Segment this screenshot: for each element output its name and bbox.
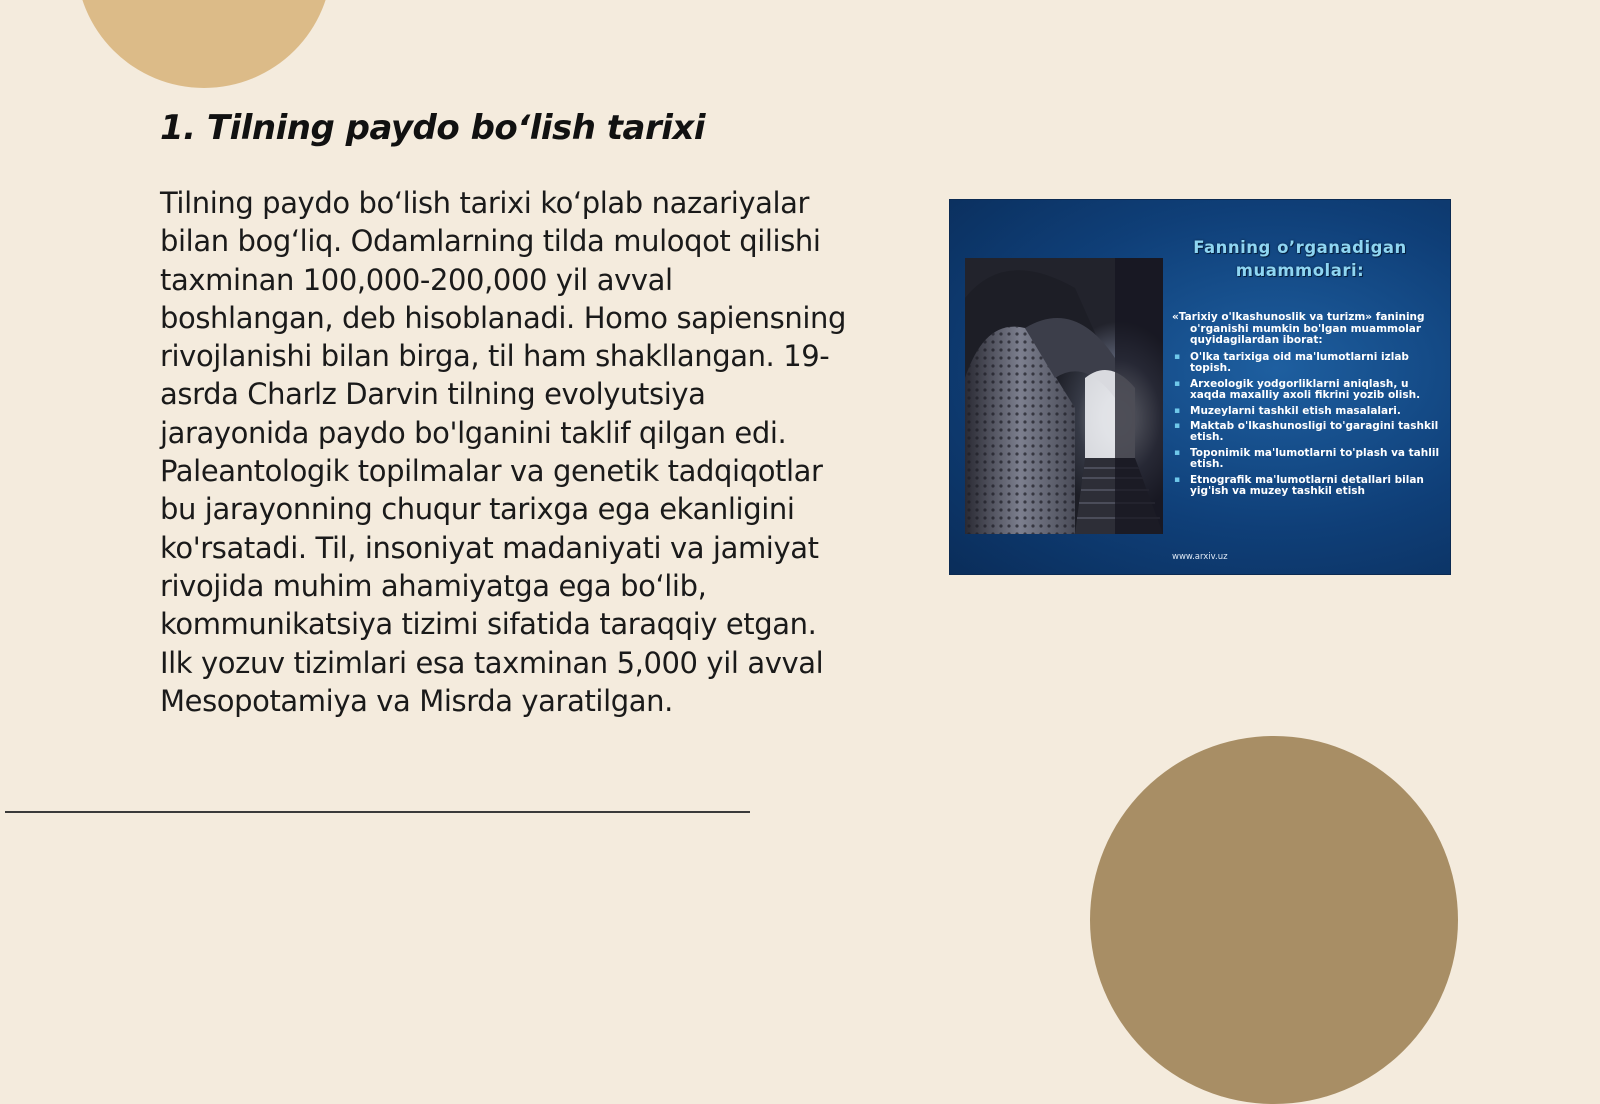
bullet-icon: ▪ — [1174, 447, 1181, 458]
list-item: ▪ Arxeologik yodgorliklarni aniqlash, u xaqda maxalliy axoli fikrini yozib olish. — [1174, 377, 1421, 402]
embedded-slide-image — [950, 200, 1450, 574]
decorative-circle-top — [76, 0, 332, 88]
divider-line — [5, 811, 750, 813]
slide-intro — [1172, 312, 1450, 347]
page-title: 1. Tilning paydo bo‘lish tarixi — [160, 108, 705, 148]
body-paragraph: Tilning paydo bo‘lish tarixi ko‘plab nazariyalar bilan bog‘liq. Odamlarning tilda muloqot qilishi taxminan 100,000-200,000 yil avval boshlangan, deb hisoblanadi. Homo sapiensning rivojlanishi bilan birga, til ham shakllangan. 19-asrda Charlz Darvin tilning evolyutsiya jarayonida paydo bo'lganini taklif qilgan edi. Paleantologik topilmalar va genetik tadqiqotlar bu jarayonning chuqur tarixga ega ekanligini ko'rsatadi. Til, insoniyat madaniyati va jamiyat rivojida muhim ahamiyatga ega bo‘lib, kommunikatsiya tizimi sifatida taraqqiy etgan. Ilk yozuv tizimlari esa taxminan 5,000 yil avval Mesopotamiya va Misrda yaratilgan. — [160, 186, 846, 718]
slide-intro-text: «Tarixiy o'lkashunoslik va turizm» fanining o'rganishi mumkin bo'lgan muammolar quyidagilardan iborat: — [1172, 311, 1425, 346]
slide-title-line2: muammolari: — [1235, 261, 1365, 280]
list-item: ▪ O'lka tarixiga oid ma'lumotlarni izlab topish. — [1174, 351, 1409, 375]
list-item: ▪ Maktab o'lkashunosligi to'garagini tashkil etish. — [1174, 420, 1439, 444]
bullet-icon: ▪ — [1174, 378, 1181, 389]
list-item: ▪ Etnografik ma'lumotlarni detallari bilan yig'ish va muzey tashkil etish — [1174, 473, 1424, 497]
slide-title-line1: Fanning o’rganadigan — [1193, 238, 1407, 257]
bullet-icon: ▪ — [1174, 421, 1181, 432]
bullet-icon: ▪ — [1174, 474, 1181, 485]
tunnel-illustration — [965, 258, 1163, 534]
bullet-icon: ▪ — [1174, 405, 1181, 416]
list-item: ▪ Toponimik ma'lumotlarni to'plash va tahlil etish. — [1174, 446, 1440, 471]
bullet-icon: ▪ — [1174, 352, 1181, 362]
decorative-circle-bottom — [1090, 736, 1458, 1104]
slide-bullet-list — [1172, 352, 1444, 501]
slide-title — [1150, 236, 1450, 282]
tunnel-photo — [965, 258, 1163, 534]
slide-footer-url: www.arxiv.uz — [1172, 552, 1228, 562]
list-item: ▪ Muzeylarni tashkil etish masalalari. — [1174, 404, 1401, 417]
